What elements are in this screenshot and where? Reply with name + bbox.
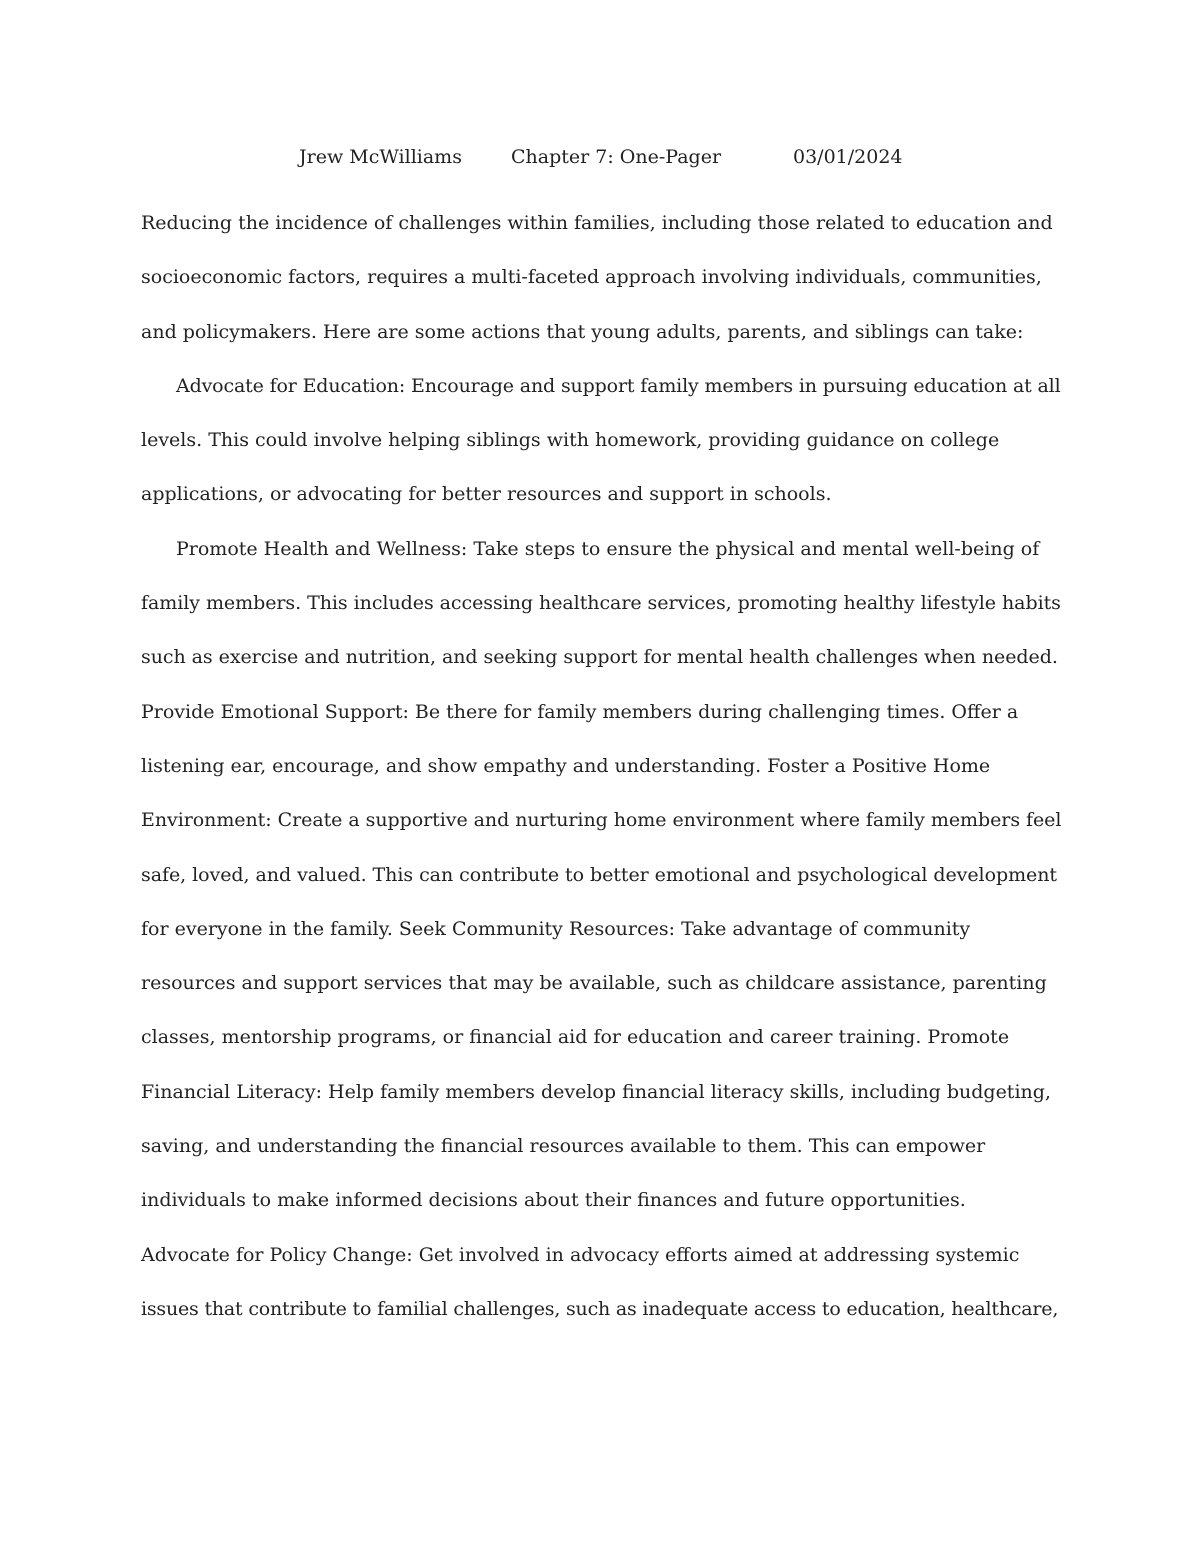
text-line: Promote Health and Wellness: Take steps to ensure the physical and mental well-being of: [176, 537, 1040, 560]
text-line: Reducing the incidence of challenges within families, including those related to education and: [141, 212, 1053, 234]
text-line: family members. This includes accessing healthcare services, promoting healthy lifestyle habits: [141, 592, 1061, 615]
text-line: Advocate for Policy Change: Get involved in advocacy efforts aimed at addressing systemic: [141, 1243, 1020, 1266]
text-line: Provide Emotional Support: Be there for family members during challenging times. Offer a: [141, 700, 1019, 723]
text-line: and policymakers. Here are some actions that young adults, parents, and siblings can take:: [141, 320, 1024, 343]
text-line: Environment: Create a supportive and nurturing home environment where family members feel: [141, 809, 1062, 832]
text-line: for everyone in the family. Seek Community Resources: Take advantage of community: [141, 917, 971, 940]
text-line: listening ear, encourage, and show empathy and understanding. Foster a Positive Home: [141, 754, 991, 777]
text-line: resources and support services that may be available, such as childcare assistance, parenting: [141, 972, 1047, 995]
text-line: levels. This could involve helping siblings with homework, providing guidance on college: [141, 429, 1000, 452]
document-title: Chapter 7: One-Pager: [511, 146, 722, 168]
text-line: Advocate for Education: Encourage and support family members in pursuing education at all: [176, 374, 1061, 397]
text-line: such as exercise and nutrition, and seeking support for mental health challenges when needed.: [141, 646, 1058, 669]
text-line: saving, and understanding the financial resources available to them. This can empower: [141, 1135, 986, 1158]
author-name: Jrew McWilliams: [299, 146, 462, 168]
text-line: classes, mentorship programs, or financial aid for education and career training. Promote: [141, 1026, 1010, 1049]
body-text: [141, 196, 1061, 1336]
text-line: issues that contribute to familial challenges, such as inadequate access to education, healthcare,: [141, 1297, 1059, 1320]
text-line: individuals to make informed decisions about their finances and future opportunities.: [141, 1189, 966, 1212]
document-header: [0, 143, 1200, 171]
text-line: applications, or advocating for better resources and support in schools.: [141, 483, 832, 506]
text-line: socioeconomic factors, requires a multi-faceted approach involving individuals, communities,: [141, 266, 1042, 289]
text-line: Financial Literacy: Help family members develop financial literacy skills, including budgeting,: [141, 1080, 1051, 1103]
document-date: 03/01/2024: [793, 146, 903, 168]
text-line: safe, loved, and valued. This can contribute to better emotional and psychological development: [141, 863, 1058, 886]
